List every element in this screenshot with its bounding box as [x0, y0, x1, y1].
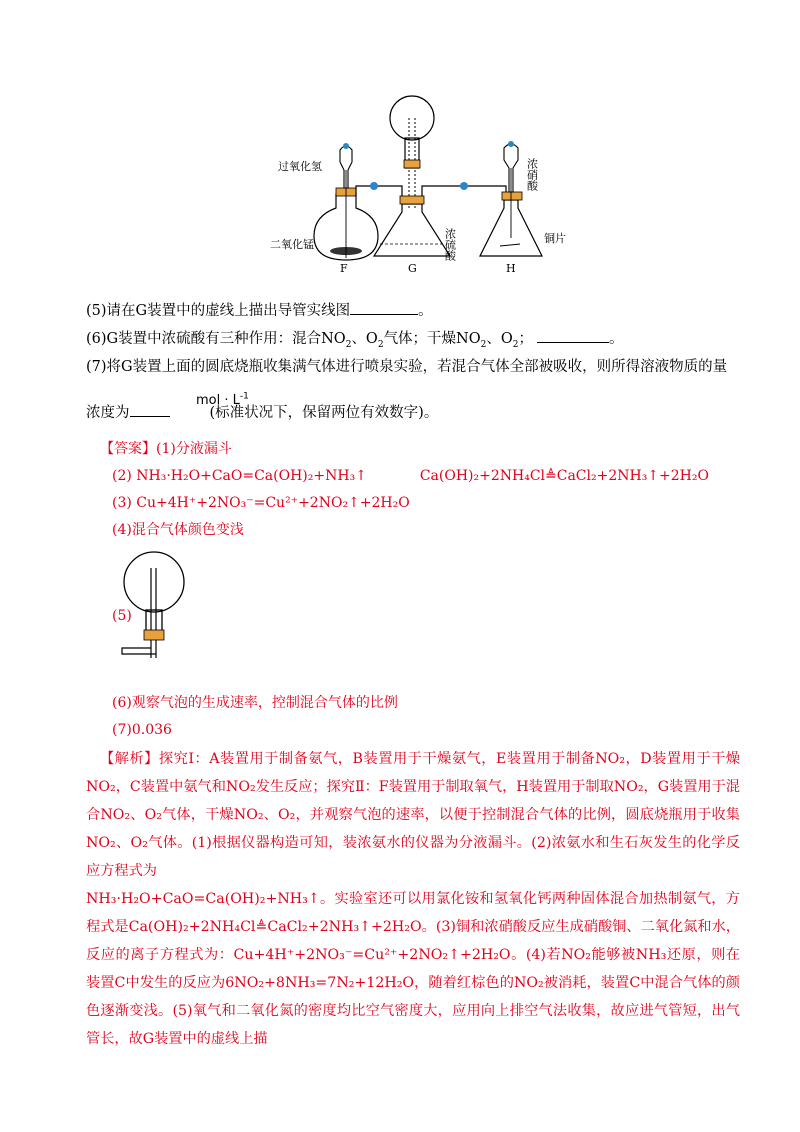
answer-header: 【答案】 — [100, 441, 156, 457]
label-copper: 铜片 — [544, 232, 566, 245]
question-7-line-2 — [86, 402, 438, 424]
question-6-text-e: ； — [518, 331, 533, 347]
answer-1-text: (1)分液漏斗 — [156, 441, 232, 457]
question-6: (6)G装置中浓硫酸有三种作用：混合$NO_2$、$O_2$气体；干燥$NO_2$、$O_2$； 。 — [86, 328, 624, 350]
question-7-text-b: 浓度为 — [86, 405, 130, 421]
answer-blank — [130, 402, 170, 417]
round-bottom-flask — [390, 96, 434, 140]
analysis-paragraph-2: NH₃·H₂O+CaO=Ca(OH)₂+NH₃↑。实验室还可以用氯化铵和氢氧化钙两种固体混合加热制氨气，方程式是Ca(OH)₂+2NH₄Cl≜CaCl₂+2NH₃↑+2H₂O。(3)铜和浓硝酸反应生成硝酸铜、二氧化氮和水，反应的离子方程式为：Cu+4H⁺+2NO₃⁻=Cu²⁺+2NO₂↑+2H₂O。(4)若NO₂能够被NH₃还原，则在装置C中发生的反应为6NO₂+8NH₃=7N₂+12H₂O，随着红棕色的NO₂被消耗，装置C中混合气体的颜色逐渐变浅。(5)氧气和二氧化氮的密度均比空气密度大，应用向上排空气法收集，故应进气管短，出气管长，故G装置中的虚线上描 — [86, 891, 740, 1047]
unit-mol-per-l — [196, 393, 249, 408]
question-7-text-c: (标准状况下，保留两位有效数字)。 — [209, 405, 439, 421]
question-5-text: (5)请在G装置中的虚线上描出导管实线图 — [86, 303, 351, 319]
answer-2-text-b: Ca(OH)₂+2NH₄Cl≜CaCl₂+2NH₃↑+2H₂O — [419, 468, 709, 484]
question-5 — [86, 300, 433, 322]
question-6-text-b: 、O — [351, 331, 378, 347]
answer-6: (6)观察气泡的生成速率，控制混合气体的比例 — [112, 695, 398, 711]
answer-7: (7)0.036 — [112, 722, 172, 738]
label-H: H — [506, 262, 516, 275]
label-peroxide: 过氧化氢 — [278, 160, 322, 173]
answer-blank — [537, 328, 609, 343]
flask-G — [374, 204, 450, 256]
apparatus-figure — [270, 88, 570, 278]
answer-2 — [112, 465, 709, 487]
unit-text: mol · L — [196, 393, 240, 408]
answer-3: (3) Cu+4H⁺+2NO₃⁻=Cu²⁺+2NO₂↑+2H₂O — [112, 495, 410, 511]
question-6-text-a: (6)G装置中浓硫酸有三种作用：混合NO — [86, 331, 346, 347]
answer-4: (4)混合气体颜色变浅 — [112, 522, 244, 538]
question-7: (7)将G装置上面的圆底烧瓶收集满气体进行喷泉实验，若混合气体全部被吸收，则所得溶液物质的量 — [86, 359, 728, 375]
question-6-text-c: 气体；干燥NO — [383, 331, 481, 347]
label-G: G — [408, 262, 417, 275]
label-mno2: 二氧化锰 — [270, 238, 314, 251]
label-conc-h2so4: 浓硫酸 — [443, 228, 457, 261]
question-6-text-d: 、O — [486, 331, 513, 347]
answer-1 — [100, 438, 232, 460]
answer-blank — [350, 300, 418, 315]
answer-2-text-a: (2) NH₃·H₂O+CaO=Ca(OH)₂+NH₃↑ — [112, 468, 367, 484]
answer-5-figure — [118, 548, 198, 666]
answer-5-label: (5) — [112, 608, 132, 624]
unit-sup: -1 — [239, 391, 249, 402]
question-6-end: 。 — [609, 331, 624, 347]
question-5-end: 。 — [418, 303, 433, 319]
label-conc-hno3: 浓硝酸 — [525, 158, 539, 191]
label-F: F — [340, 262, 348, 275]
analysis-paragraph-1: 【解析】探究Ⅰ：A装置用于制备氨气，B装置用于干燥氨气，E装置用于制备NO₂，D装置用于干燥NO₂，C装置中氨气和NO₂发生反应；探究Ⅱ：F装置用于制取氧气，H装置用于制取NO₂，G装置用于混合NO₂、O₂气体，干燥NO₂、O₂，并观察气泡的速率，以便于控制混合气体的比例，圆底烧瓶用于收集NO₂、O₂气体。(1)根据仪器构造可知，装浓氨水的仪器为分液漏斗。(2)浓氨水和生石灰发生的化学反应方程式为 — [86, 751, 740, 879]
